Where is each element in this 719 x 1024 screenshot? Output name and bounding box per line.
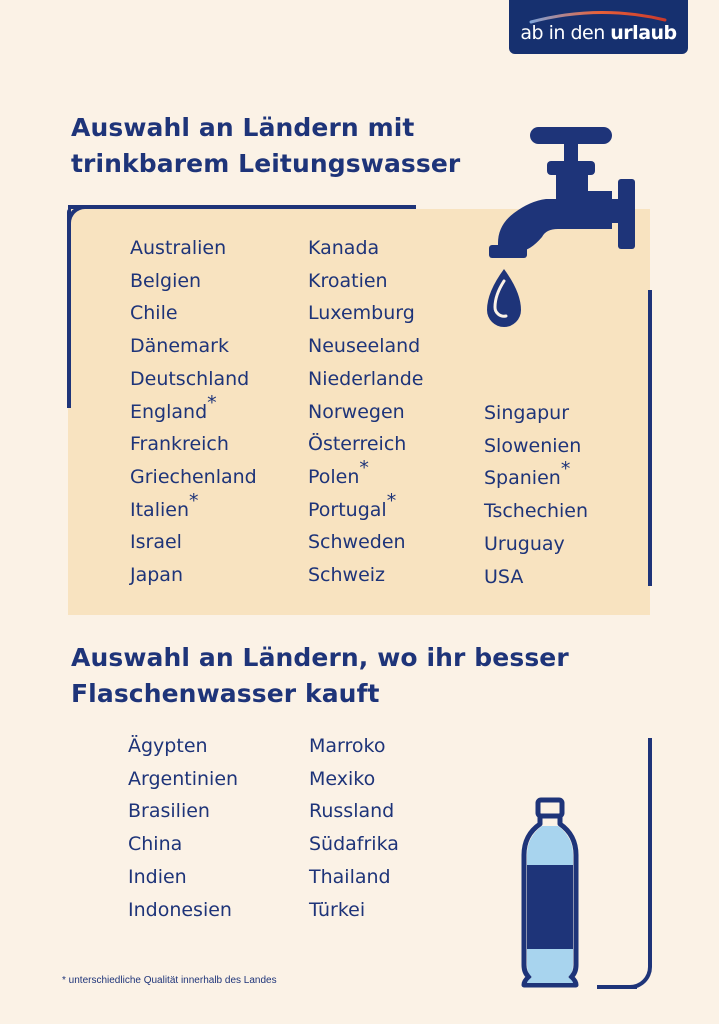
country-item	[308, 363, 423, 396]
logo-text-part2: urlaub	[610, 22, 677, 44]
country-name: Uruguay	[484, 532, 565, 555]
country-name: Brasilien	[128, 800, 210, 823]
country-name: Israel	[130, 531, 182, 554]
country-item	[484, 397, 588, 430]
country-name: Chile	[130, 302, 178, 325]
country-item	[130, 559, 257, 592]
section2-frame-bottom	[597, 985, 637, 989]
quality-note-asterisk: *	[560, 458, 571, 481]
water-tap-icon	[484, 127, 660, 327]
country-item	[484, 528, 588, 561]
country-item	[130, 363, 257, 396]
tapwater-column-3	[484, 397, 588, 593]
country-name: Singapur	[484, 402, 569, 424]
country-item	[308, 265, 423, 298]
country-item	[130, 391, 257, 429]
tapwater-column-1	[130, 232, 257, 592]
logo-wordmark	[509, 22, 688, 44]
country-item	[484, 561, 588, 594]
country-name: Tschechien	[484, 500, 589, 523]
panel-frame-left	[67, 208, 71, 408]
country-name: Norwegen	[308, 400, 405, 423]
section2-frame-corner	[618, 950, 652, 989]
tapwater-column-2	[308, 232, 423, 592]
country-name: Deutschland	[130, 367, 250, 390]
logo-text-part1: ab in den	[520, 22, 611, 44]
country-item	[130, 297, 257, 330]
country-name: Griechenland	[130, 465, 257, 488]
country-name: Schweiz	[308, 564, 386, 587]
country-item	[308, 330, 423, 363]
country-item	[308, 232, 423, 265]
country-item	[128, 828, 238, 861]
country-name: Österreich	[308, 433, 407, 456]
brand-logo[interactable]	[509, 0, 688, 54]
panel-frame-top	[68, 205, 416, 209]
country-name: Italien	[130, 498, 189, 521]
country-item	[130, 330, 257, 363]
country-name: Portugal	[308, 498, 387, 521]
country-name: Slowenien	[484, 434, 582, 457]
country-name: Russland	[309, 800, 395, 823]
section1-title: Auswahl an Ländern mit trinkbarem Leitungswasser	[71, 113, 461, 178]
country-item	[484, 458, 588, 495]
country-name: Thailand	[309, 865, 391, 888]
country-name: Frankreich	[130, 433, 229, 456]
country-item	[308, 297, 423, 330]
country-item	[128, 763, 238, 796]
country-name: Ägypten	[128, 735, 208, 757]
country-item	[130, 232, 257, 265]
country-item	[128, 730, 238, 763]
country-name: USA	[484, 565, 524, 588]
water-bottle-icon	[519, 797, 581, 989]
quality-note-asterisk: *	[359, 456, 369, 479]
country-name: Japan	[130, 564, 183, 587]
country-name: Argentinien	[128, 767, 239, 790]
country-name: England	[130, 400, 208, 423]
country-item	[308, 526, 423, 559]
footnote: * unterschiedliche Qualität innerhalb des Landes	[62, 975, 277, 986]
country-item	[128, 795, 238, 828]
country-item	[308, 456, 423, 494]
quality-note-asterisk: *	[386, 489, 397, 512]
country-name: Türkei	[309, 898, 366, 921]
country-item	[308, 489, 423, 527]
country-name: Niederlande	[308, 367, 424, 390]
country-item	[130, 461, 257, 494]
country-name: Südafrika	[309, 833, 399, 856]
panel-frame-right	[648, 290, 652, 586]
country-name: Kanada	[308, 237, 380, 259]
country-name: Australien	[130, 237, 227, 259]
country-name: Schweden	[308, 531, 406, 554]
country-name: Indonesien	[128, 898, 232, 921]
country-name: Mexiko	[309, 767, 376, 790]
country-item	[309, 894, 399, 927]
country-item	[484, 430, 588, 463]
country-item	[308, 559, 423, 592]
country-item	[130, 265, 257, 298]
country-item	[130, 526, 257, 559]
country-item	[309, 795, 399, 828]
country-item	[309, 763, 399, 796]
section2-frame-right	[648, 738, 652, 964]
country-name: China	[128, 833, 183, 856]
bottled-column-1	[128, 730, 238, 926]
country-name: Belgien	[130, 269, 202, 292]
country-item	[309, 828, 399, 861]
country-name: Kroatien	[308, 269, 388, 292]
country-item	[130, 489, 257, 527]
country-item	[309, 861, 399, 894]
country-name: Polen	[308, 465, 360, 488]
country-name: Neuseeland	[308, 335, 421, 358]
country-name: Luxemburg	[308, 302, 415, 325]
country-name: Dänemark	[130, 335, 229, 358]
country-item	[309, 730, 399, 763]
country-name: Spanien	[484, 467, 561, 490]
quality-note-asterisk: *	[189, 489, 199, 512]
country-item	[130, 428, 257, 461]
country-item	[484, 495, 588, 528]
country-name: Marroko	[309, 735, 386, 757]
section2-title: Auswahl an Ländern, wo ihr besser Flaschenwasser kauft	[71, 643, 569, 708]
country-name: Indien	[128, 865, 187, 888]
country-item	[128, 894, 238, 927]
bottled-column-2	[309, 730, 399, 926]
country-item	[308, 396, 423, 429]
country-item	[128, 861, 238, 894]
quality-note-asterisk: *	[207, 391, 217, 414]
